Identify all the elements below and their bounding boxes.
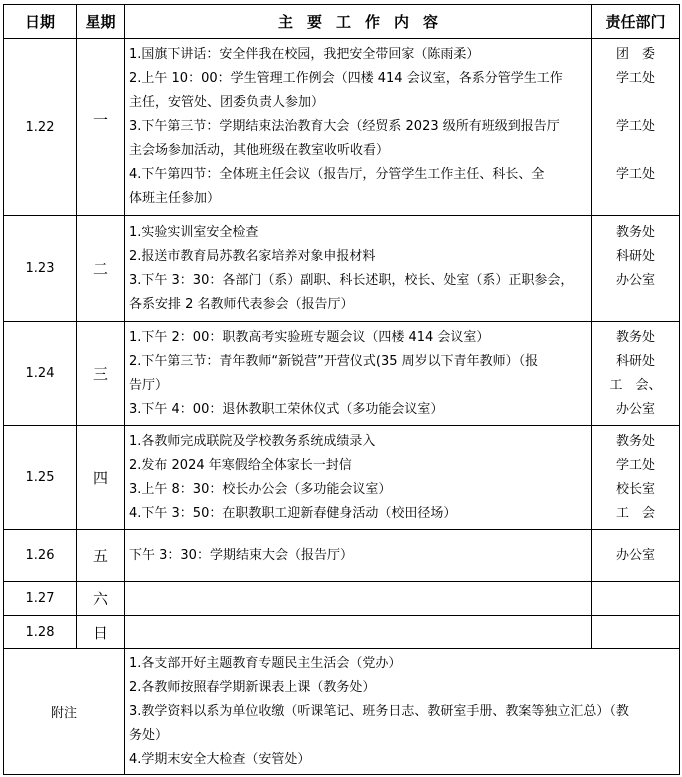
weekday-cell: 四 xyxy=(77,426,125,530)
weekday-cell: 日 xyxy=(77,616,125,649)
header-row xyxy=(4,5,680,39)
content-line: 2.发布 2024 年寒假给全体家长一封信 xyxy=(129,457,352,473)
content-line: 1.实验实训室安全检查 xyxy=(129,224,259,240)
dept-line: 团 委 xyxy=(615,47,655,62)
weekday-cell: 五 xyxy=(77,530,125,582)
date-cell: 1.28 xyxy=(4,616,77,649)
notes-line: 2.各教师按照春学期新课表上课（教务处） xyxy=(129,679,376,695)
content-line: 2.上午 10：00：学生管理工作例会（四楼 414 会议室，各系分管学生工作 xyxy=(129,71,563,86)
content-line: 各系安排 2 名教师代表参会（报告厅） xyxy=(129,296,354,312)
content-line: 3.下午 4：00：退休教职工荣休仪式（多功能会议室） xyxy=(129,401,444,417)
dept-cell xyxy=(592,216,680,322)
dept-line: 教务处 xyxy=(615,224,655,240)
table-row xyxy=(4,582,680,616)
dept-line: 办公室 xyxy=(615,401,655,417)
dept-line: 工 会、 xyxy=(609,377,662,393)
content-cell xyxy=(125,426,592,530)
table-row xyxy=(4,322,680,426)
dept-line: 学工处 xyxy=(615,167,655,182)
table-row xyxy=(4,216,680,322)
content-cell xyxy=(125,582,592,616)
table-row xyxy=(4,530,680,582)
dept-line: 办公室 xyxy=(615,547,655,563)
dept-line: 学工处 xyxy=(615,457,655,473)
date-cell: 1.24 xyxy=(4,322,77,426)
header-weekday: 星期 xyxy=(77,5,125,39)
notes-label: 附注 xyxy=(4,649,125,775)
dept-line xyxy=(592,187,679,211)
content-line: 1.下午 2：00：职教高考实验班专题会议（四楼 414 会议室） xyxy=(129,329,490,345)
date-cell: 1.25 xyxy=(4,426,77,530)
weekday-cell: 三 xyxy=(77,322,125,426)
content-line: 1.国旗下讲话：安全伴我在校园，我把安全带回家（陈雨柔） xyxy=(129,47,480,62)
dept-line xyxy=(592,91,679,115)
table-row xyxy=(4,426,680,530)
content-line: 2.下午第三节：青年教师“新锐营”开营仪式(35 周岁以下青年教师）（报 xyxy=(129,353,539,369)
content-line: 3.下午 3：30：各部门（系）副职、科长述职，校长、处室（系）正职参会， xyxy=(129,272,574,288)
dept-cell xyxy=(592,582,680,616)
content-line: 2.报送市教育局苏教名家培养对象申报材料 xyxy=(129,248,376,264)
header-dept: 责任部门 xyxy=(592,5,680,39)
weekly-schedule-table xyxy=(3,4,680,775)
dept-line xyxy=(592,293,679,317)
dept-line: 学工处 xyxy=(615,71,655,86)
content-cell xyxy=(125,216,592,322)
content-cell xyxy=(125,616,592,649)
dept-cell xyxy=(592,616,680,649)
date-cell: 1.22 xyxy=(4,39,77,216)
notes-content xyxy=(125,649,680,775)
dept-cell xyxy=(592,322,680,426)
weekday-cell: 一 xyxy=(77,39,125,216)
dept-line xyxy=(592,139,679,163)
dept-cell xyxy=(592,39,680,216)
dept-line: 校长室 xyxy=(615,481,655,497)
notes-line: 务处） xyxy=(129,727,169,743)
notes-line: 4.学期末安全大检查（安管处） xyxy=(129,751,311,767)
content-cell xyxy=(125,39,592,216)
content-line: 体班主任参加） xyxy=(129,191,221,206)
weekday-cell: 二 xyxy=(77,216,125,322)
content-line: 下午 3：30：学期结束大会（报告厅） xyxy=(129,547,353,563)
content-line: 3.上午 8：30：校长办公会（多功能会议室） xyxy=(129,481,392,497)
content-line: 告厅） xyxy=(129,377,169,393)
content-cell xyxy=(125,322,592,426)
table-row xyxy=(4,39,680,216)
notes-row xyxy=(4,649,680,775)
header-date: 日期 xyxy=(4,5,77,39)
dept-line: 教务处 xyxy=(615,433,655,449)
content-line: 主会场参加活动，其他班级在教室收听收看） xyxy=(129,143,390,158)
header-content: 主要工作内容 xyxy=(125,5,592,39)
dept-line: 办公室 xyxy=(615,272,655,288)
dept-line: 科研处 xyxy=(615,353,655,369)
content-line: 4.下午 3：50：在职教职工迎新春健身活动（校田径场） xyxy=(129,505,457,521)
dept-cell xyxy=(592,426,680,530)
content-line: 3.下午第三节：学期结束法治教育大会（经贸系 2023 级所有班级到报告厅 xyxy=(129,119,560,134)
content-cell xyxy=(125,530,592,582)
dept-line: 学工处 xyxy=(615,119,655,134)
weekday-cell: 六 xyxy=(77,582,125,616)
date-cell: 1.27 xyxy=(4,582,77,616)
dept-line: 工 会 xyxy=(615,505,655,521)
dept-line: 科研处 xyxy=(615,248,655,264)
content-line: 4.下午第四节：全体班主任会议（报告厅，分管学生工作主任、科长、全 xyxy=(129,167,545,182)
content-line: 主任，安管处、团委负责人参加） xyxy=(129,95,325,110)
notes-line: 1.各支部开好主题教育专题民主生活会（党办） xyxy=(129,655,402,671)
dept-cell xyxy=(592,530,680,582)
dept-line: 教务处 xyxy=(615,329,655,345)
content-line: 1.各教师完成联院及学校教务系统成绩录入 xyxy=(129,433,376,449)
date-cell: 1.26 xyxy=(4,530,77,582)
notes-line: 3.教学资料以系为单位收缴（听课笔记、班务日志、教研室手册、教案等独立汇总）（教 xyxy=(129,703,629,719)
date-cell: 1.23 xyxy=(4,216,77,322)
table-row xyxy=(4,616,680,649)
